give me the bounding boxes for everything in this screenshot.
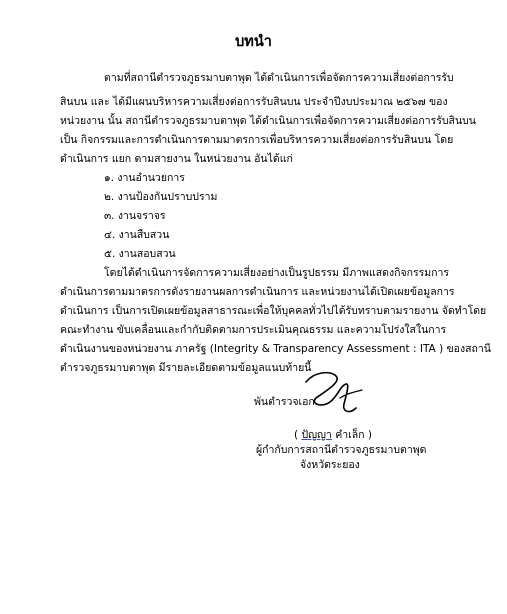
signatory-province: จังหวัดระยอง [300, 459, 360, 471]
list-item: ๓. งานจราจร [104, 210, 166, 222]
list-item: ๔. งานสืบสวน [104, 229, 170, 241]
body-line: ดำเนินงานของหน่วยงาน ภาครัฐ (Integrity & Transparency Assessment : ITA ) ของสถานี [60, 343, 491, 355]
signatory-first-name: ปัญญา [301, 429, 332, 441]
intro-line: เป็น กิจกรรมและการดำเนินการตามมาตรการเพื่อบริหารความเสี่ยงต่อการรับสินบน โดย [60, 134, 454, 146]
body-line: คณะทำงาน ขับเคลื่อนและกำกับติดตามการประเมินคุณธรรม และความโปร่งใสในการ [60, 324, 447, 336]
document-title: บทนำ [235, 34, 272, 50]
list-item: ๕. งานสอบสวน [104, 248, 176, 260]
body-line: ดำเนินการตามมาตรการดังรายงานผลการดำเนินการ และหน่วยงานได้เปิดเผยข้อมูลการ [60, 286, 455, 298]
signatory-position: ผู้กำกับการสถานีตำรวจภูธรมาบตาพุด [256, 444, 427, 456]
intro-line: สินบน และ ได้มีแผนบริหารความเสี่ยงต่อการรับสินบน ประจำปีงบประมาณ ๒๕๖๗ ของ [60, 96, 448, 108]
handwritten-signature [300, 368, 370, 420]
intro-line: หน่วยงาน นั้น สถานีตำรวจภูธรมาบตาพุด ได้ดำเนินการเพื่อจัดการความเสี่ยงต่อการรับสินบน [60, 115, 476, 127]
list-item: ๑. งานอำนวยการ [104, 172, 185, 184]
intro-line: ดำเนินการ แยก ตามสายงาน ในหน่วยงาน อันได้แก่ [60, 153, 293, 165]
body-line: ดำเนินการ เป็นการเปิดเผยข้อมูลสาธารณะเพื่อให้บุคคลทั่วไปได้รับทราบตามรายงาน จัดทำโดย [60, 305, 487, 317]
signatory-rank: พันตำรวจเอก [254, 396, 315, 408]
intro-line: ตามที่สถานีตำรวจภูธรมาบตาพุด ได้ดำเนินการเพื่อจัดการความเสี่ยงต่อการรับ [104, 72, 454, 84]
body-line: โดยได้ดำเนินการจัดการความเสี่ยงอย่างเป็นรูปธรรม มีภาพแสดงกิจกรรมการ [104, 267, 450, 279]
signatory-name: ( ปัญญา คำเล็ก ) [294, 429, 372, 441]
list-item: ๒. งานป้องกันปราบปราม [104, 191, 218, 203]
body-line: ตำรวจภูธรมาบตาพุด มีรายละเอียดตามข้อมูลแนบท้ายนี้ [60, 362, 312, 374]
